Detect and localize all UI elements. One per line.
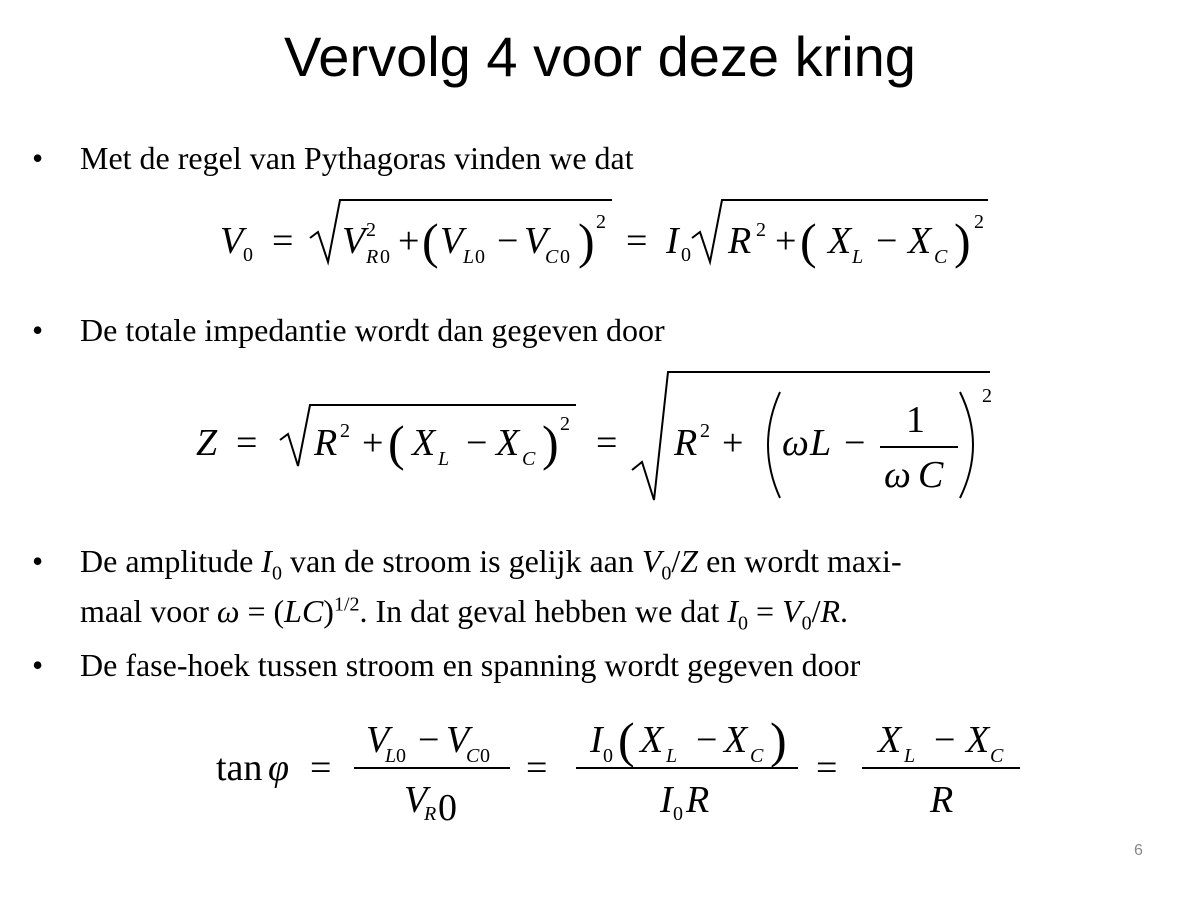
svg-text:Z: Z: [196, 422, 218, 464]
svg-text:−: −: [497, 220, 519, 262]
svg-text:X: X: [878, 719, 902, 761]
svg-text:I: I: [660, 779, 673, 821]
svg-text:L: L: [852, 246, 864, 268]
svg-text:=: =: [626, 220, 648, 262]
svg-text:0: 0: [380, 246, 390, 268]
svg-text:X: X: [828, 220, 852, 262]
svg-text:C: C: [466, 745, 480, 767]
svg-text:): ): [770, 712, 787, 768]
svg-text:=: =: [816, 747, 838, 789]
svg-text:+: +: [722, 422, 744, 464]
svg-text:−: −: [466, 422, 488, 464]
svg-text:2: 2: [366, 219, 376, 241]
svg-text:I: I: [590, 719, 603, 761]
svg-text:L: L: [463, 246, 475, 268]
svg-text:R: R: [424, 803, 437, 825]
svg-text:R: R: [674, 422, 698, 464]
bullet-marker: •: [32, 140, 44, 176]
svg-text:C: C: [545, 246, 559, 268]
svg-text:0: 0: [243, 244, 253, 266]
svg-text:V: V: [524, 220, 548, 262]
svg-text:0: 0: [480, 745, 490, 767]
svg-text:C: C: [522, 448, 536, 470]
svg-text:R: R: [366, 246, 379, 268]
svg-text:tan: tan: [216, 747, 263, 789]
svg-text:R: R: [314, 422, 338, 464]
svg-text:X: X: [908, 220, 932, 262]
svg-text:V: V: [342, 220, 366, 262]
svg-text:(: (: [388, 415, 405, 471]
bullet-marker: •: [32, 647, 44, 683]
svg-text:0: 0: [475, 246, 485, 268]
svg-text:2: 2: [974, 211, 984, 233]
svg-text:0: 0: [396, 745, 406, 767]
svg-text:1: 1: [906, 399, 925, 441]
svg-text:ω: ω: [782, 422, 809, 464]
svg-text:−: −: [418, 719, 440, 761]
svg-text:X: X: [496, 422, 520, 464]
svg-text:L: L: [810, 422, 832, 464]
bullet-marker: •: [32, 543, 44, 579]
svg-text:V: V: [440, 220, 464, 262]
bullet-text-phase: De fase-hoek tussen stroom en spanning wordt gegeven door: [80, 647, 861, 683]
svg-text:=: =: [596, 422, 618, 464]
svg-text:+: +: [775, 220, 797, 262]
svg-text:V: V: [366, 719, 390, 761]
svg-text:L: L: [385, 745, 397, 767]
slide-title: Vervolg 4 voor deze kring: [284, 25, 916, 88]
svg-text:(: (: [800, 213, 817, 269]
svg-text:−: −: [844, 422, 866, 464]
bullet-marker: •: [32, 312, 44, 348]
svg-text:I: I: [666, 220, 679, 262]
svg-text:L: L: [666, 745, 678, 767]
svg-text:): ): [578, 213, 595, 269]
bullet-text-impedance: De totale impedantie wordt dan gegeven door: [80, 312, 665, 348]
svg-text:C: C: [990, 745, 1004, 767]
svg-text:=: =: [310, 747, 332, 789]
bullet-text-pythagoras: Met de regel van Pythagoras vinden we dat: [80, 140, 634, 176]
svg-text:V: V: [220, 220, 244, 262]
svg-text:φ: φ: [268, 747, 290, 789]
svg-text:): ): [954, 213, 971, 269]
svg-text:0: 0: [673, 803, 683, 825]
svg-text:0: 0: [438, 787, 457, 829]
bullet-text-amplitude-line2: maal voor ω = (LC)$^{1/2}$. In dat geval hebben we dat $I_0 = V_0/R$.: [80, 593, 849, 635]
svg-text:C: C: [934, 246, 948, 268]
svg-text:(: (: [422, 213, 439, 269]
svg-text:=: =: [272, 220, 294, 262]
svg-text:=: =: [236, 422, 258, 464]
svg-text:R: R: [686, 779, 710, 821]
svg-text:ω: ω: [884, 454, 911, 496]
svg-text:0: 0: [560, 246, 570, 268]
svg-text:R: R: [728, 220, 752, 262]
svg-text:0: 0: [681, 244, 691, 266]
bullet-text-amplitude-line1: De amplitude $I_0$ van de stroom is gelijk aan $V_0/Z$ en wordt maxi-: [80, 543, 902, 585]
svg-text:X: X: [724, 719, 748, 761]
svg-text:+: +: [398, 220, 420, 262]
svg-text:2: 2: [982, 385, 992, 407]
svg-text:C: C: [750, 745, 764, 767]
svg-text:L: L: [904, 745, 916, 767]
svg-text:2: 2: [560, 413, 570, 435]
svg-text:+: +: [362, 422, 384, 464]
page-number: 6: [1134, 842, 1143, 859]
svg-text:V: V: [446, 719, 470, 761]
svg-text:X: X: [412, 422, 436, 464]
svg-text:2: 2: [596, 211, 606, 233]
svg-text:L: L: [438, 448, 450, 470]
svg-text:2: 2: [756, 219, 766, 241]
svg-text:V: V: [404, 779, 428, 821]
svg-text:−: −: [696, 719, 718, 761]
svg-text:2: 2: [340, 420, 350, 442]
svg-text:−: −: [934, 719, 956, 761]
svg-text:R: R: [930, 779, 954, 821]
svg-text:): ): [542, 415, 559, 471]
svg-text:(: (: [618, 712, 635, 768]
svg-text:=: =: [526, 747, 548, 789]
svg-text:0: 0: [603, 745, 613, 767]
svg-text:C: C: [918, 454, 944, 496]
svg-text:2: 2: [700, 420, 710, 442]
svg-text:X: X: [966, 719, 990, 761]
svg-text:X: X: [640, 719, 664, 761]
svg-text:−: −: [876, 220, 898, 262]
